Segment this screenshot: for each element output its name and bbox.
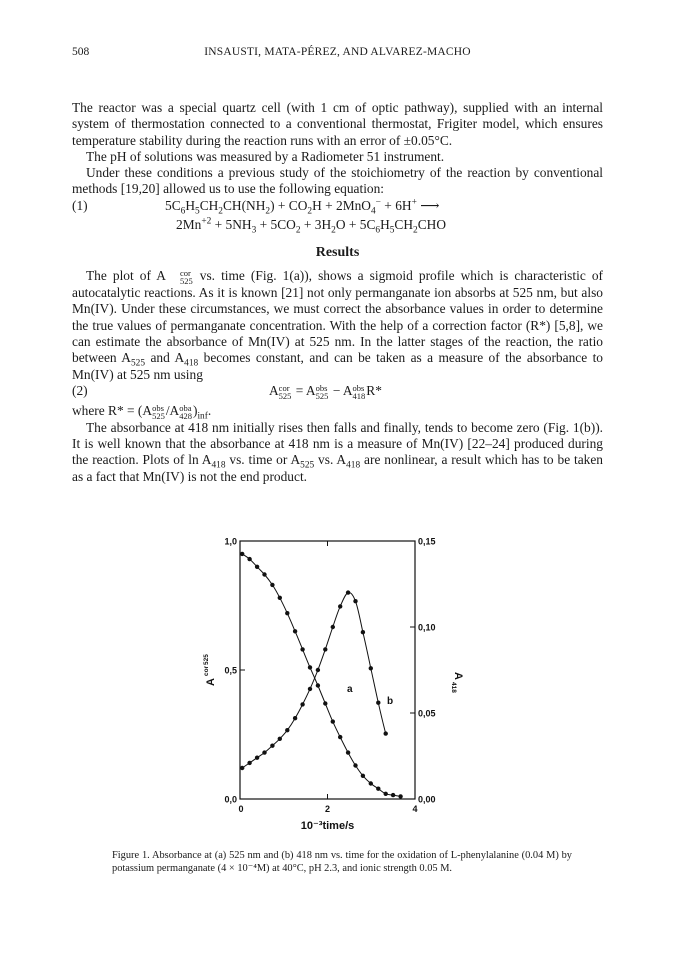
data-point-b [247, 761, 251, 765]
data-point-b [270, 744, 274, 748]
data-point-b [338, 604, 342, 608]
y-right-axis-sub: 418 [450, 682, 457, 693]
curve-label-b: b [387, 696, 394, 707]
equation-2-number: (2) [72, 382, 88, 398]
y-left-axis-sub: 525 [203, 654, 210, 665]
axis-labels [203, 537, 464, 833]
paragraph-ph: The pH of solutions was measured by a Radiometer 51 instrument. [86, 148, 445, 164]
data-point-a [247, 557, 251, 561]
data-point-b [262, 750, 266, 754]
data-point-a [255, 565, 259, 569]
data-point-a [285, 611, 289, 615]
data-point-a [361, 774, 365, 778]
data-point-b [384, 731, 388, 735]
data-point-b [361, 630, 365, 634]
equation-1-line1: $5C_6H_5CH_2CH(NH_2) + CO_2H + 2MnO_4^- + 6H^+$ ⟶ [165, 197, 440, 217]
running-title: INSAUSTI, MATA-PÉREZ, AND ALVAREZ-MACHO [204, 46, 471, 58]
data-point-b [300, 702, 304, 706]
data-point-b [255, 756, 259, 760]
plot-frame [240, 541, 415, 799]
data-point-b [346, 590, 350, 594]
x-axis-label: 10⁻³time/s [300, 820, 355, 832]
x-tick-label: 4 [412, 804, 418, 814]
y-left-axis-letter: A [205, 678, 217, 686]
paragraph-reactor: The reactor was a special quartz cell (with 1 cm of optic pathway), supplied with an internal system of thermostation connected to a conventional thermostat, Frigiter model, which ensures temperature stability during the reaction runs with an error of ±0.05°C. [72, 100, 603, 148]
data-point-b [240, 766, 244, 770]
series-line-b [242, 592, 386, 768]
data-point-b [376, 701, 380, 705]
data-point-a [346, 750, 350, 754]
y-left-tick-label: 1,0 [224, 536, 237, 547]
data-point-b [323, 647, 327, 651]
x-tick-label: 0 [238, 804, 244, 814]
curve-label-a: a [347, 684, 353, 695]
paragraph-where: where R* = (A obs 525 /A oba 428 )$_{inf}$. [72, 402, 212, 422]
data-point-a [398, 794, 402, 798]
data-point-b [353, 599, 357, 603]
data-point-a [300, 647, 304, 651]
data-point-a [262, 572, 266, 576]
y-left-axis-sup: cor [203, 665, 210, 676]
data-point-a [338, 735, 342, 739]
data-point-a [240, 552, 244, 556]
data-point-a [376, 787, 380, 791]
y-left-tick-label: 0,0 [224, 794, 237, 805]
series-lines [242, 554, 400, 797]
data-point-a [369, 781, 373, 785]
plot-border [240, 541, 415, 799]
data-point-b [278, 737, 282, 741]
y-left-axis-label [203, 654, 217, 686]
series-points [240, 552, 403, 799]
data-point-a [384, 792, 388, 796]
y-right-tick-label: 0,00 [418, 794, 436, 805]
paragraph-absorbance-418: The absorbance at 418 nm initially rises then falls and finally, tends to become zero (Fig. 1(b)). It is well known that the absorbance at 418 nm is a measure of Mn(IV) [22–24] produced during the reaction. Plots of $\ln A_{418}$ vs. time or $A_{525}$ vs. $A_{418}$ are nonlinear, a result which has to be taken as a fact that Mn(IV) is not the end product. [72, 419, 603, 484]
equation-1-line2: $2Mn^{+2} + 5NH_3 + 5CO_2 + 3H_2O + 5C_6H_5CH_2CHO$ [176, 216, 446, 236]
y-right-tick-label: 0,10 [418, 622, 436, 633]
y-right-tick-label: 0,15 [418, 536, 436, 547]
y-right-tick-label: 0,05 [418, 708, 436, 719]
data-point-b [316, 668, 320, 672]
section-heading-results: Results [315, 244, 360, 260]
data-point-a [316, 683, 320, 687]
data-point-a [278, 596, 282, 600]
data-point-a [353, 763, 357, 767]
data-point-b [331, 625, 335, 629]
data-point-b [293, 716, 297, 720]
page-number: 508 [72, 46, 90, 58]
data-point-a [308, 665, 312, 669]
figure-caption: Figure 1. Absorbance at (a) 525 nm and (b) 418 nm vs. time for the oxidation of L-phenylalanine (0.04 M) by potassium permanganate (4 × 10⁻⁴M) at 40°C, pH 2.3, and ionic strength 0.05 M. [112, 850, 572, 875]
y-left-tick-label: 0,5 [224, 665, 237, 676]
equation-1-number: (1) [72, 197, 88, 213]
paragraph-stoichiometry: Under these conditions a previous study of the stoichiometry of the reaction by conventional methods [19,20] allowed us to use the following equation: [72, 165, 603, 197]
paragraph-results: The plot of A cor 525 vs. time (Fig. 1(a)), shows a sigmoid profile which is characteristic of autocatalytic reactions. As it is known [21] not only permanganate ion absorbs at 525 nm, but also Mn(IV). Under these circumstances, we must correct the absorbance values in order to determine the true values of permanganate concentration. With the help of a correction factor (R*) [5,8], we can estimate the absorbance of Mn(IV) at 525 nm. In the latter stages of the reaction, the ratio between $A_{525}$ and $A_{418}$ becomes constant, and can be taken as a measure of the absorbance to Mn(IV) at 525 nm using [72, 268, 603, 382]
y-right-axis-letter: A [452, 672, 464, 680]
data-point-a [323, 701, 327, 705]
series-line-a [242, 554, 400, 797]
x-tick-label: 2 [324, 804, 331, 814]
data-point-b [285, 728, 289, 732]
data-point-a [391, 793, 395, 797]
data-point-a [270, 583, 274, 587]
data-point-b [369, 666, 373, 670]
data-point-a [331, 719, 335, 723]
data-point-b [308, 687, 312, 691]
axis-ticks [240, 541, 415, 799]
equation-2-expression: A cor 525 = A obs 525 − A obs 418 R* [269, 382, 382, 401]
data-point-a [293, 629, 297, 633]
y-right-axis-label [450, 672, 464, 693]
